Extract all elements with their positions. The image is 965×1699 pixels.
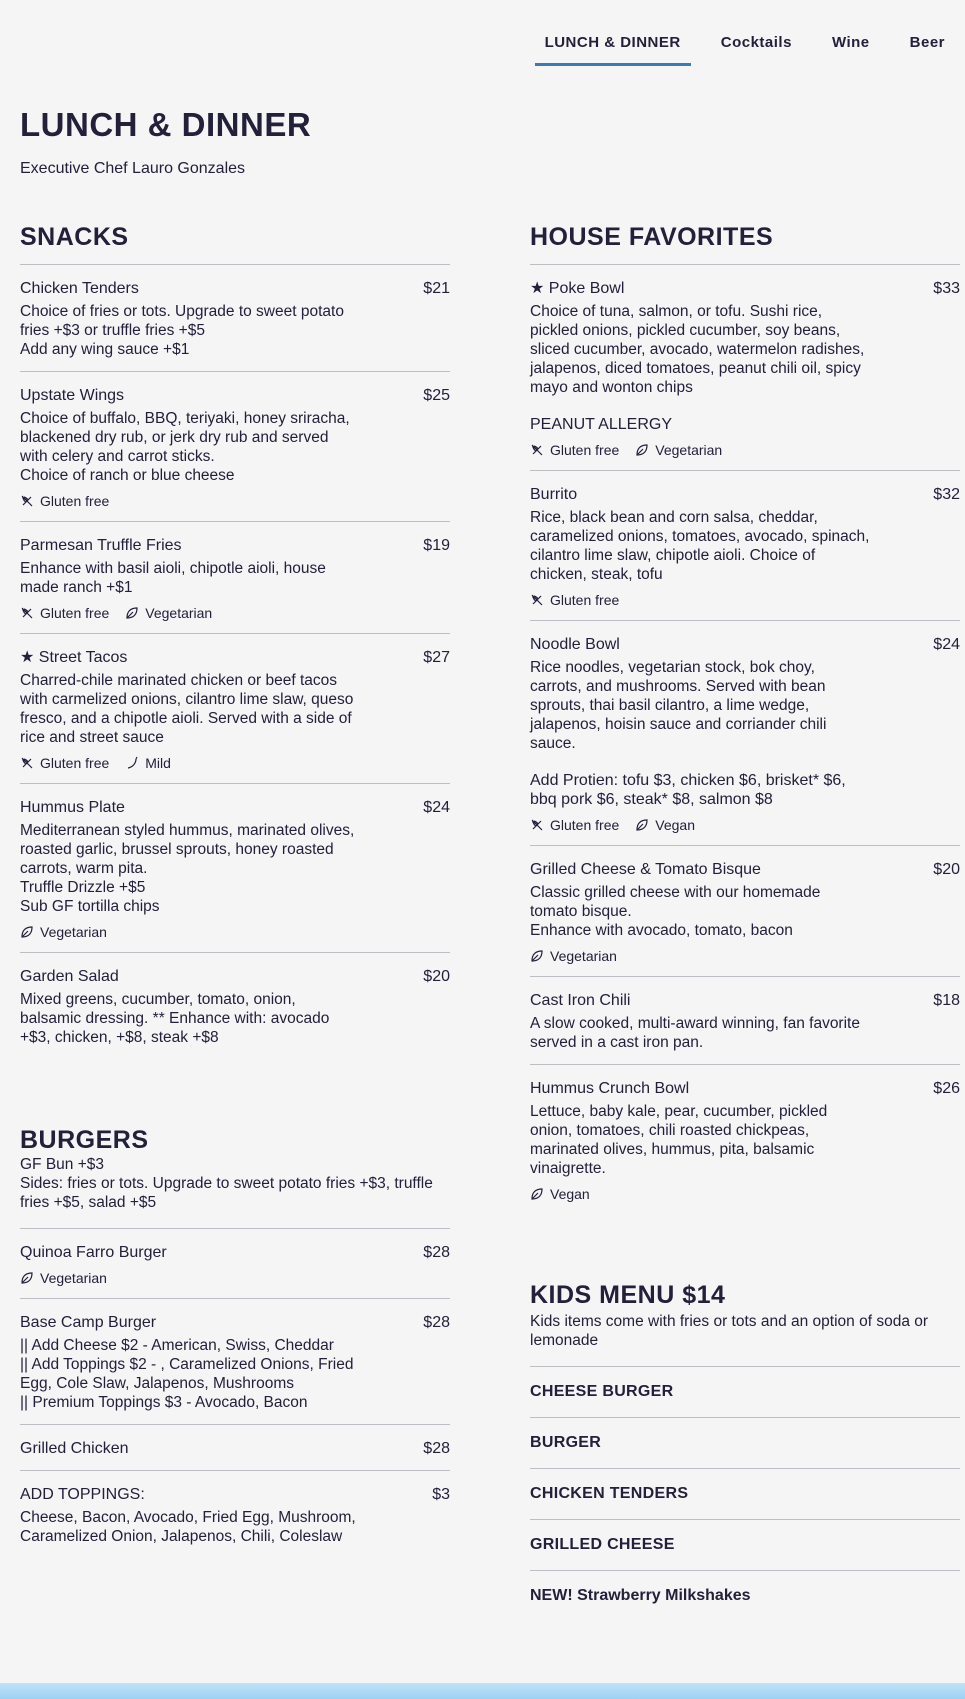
menu-item-name: Hummus Crunch Bowl (530, 1080, 690, 1097)
tab-wine[interactable]: Wine (831, 34, 870, 51)
gluten-free-icon (530, 593, 544, 607)
menu-item-price: $28 (423, 1314, 450, 1331)
kids-menu-item: CHEESE BURGER (530, 1366, 960, 1417)
menu-item (20, 1298, 450, 1424)
menu-item-header (530, 1079, 960, 1098)
menu-item-description: Choice of tuna, salmon, or tofu. Sushi rice, pickled onions, pickled cucumber, soy beans, sliced cucumber, avocado, watermelon radishes, jalapenos, diced tomatoes, peanut chili oil, spicy mayo and wonton chips (530, 303, 865, 396)
menu-item (20, 952, 450, 1059)
menu-item (530, 620, 960, 845)
menu-item-header (20, 386, 450, 405)
dietary-tag (530, 817, 619, 833)
dietary-tag (125, 605, 212, 621)
gluten-free-icon (530, 443, 544, 457)
gluten-free-icon (530, 818, 544, 832)
gluten-free-icon (20, 606, 34, 620)
menu-item (530, 264, 960, 470)
menu-item (20, 783, 450, 952)
menu-item (20, 371, 450, 521)
menu-item-header (20, 967, 450, 986)
menu-item-name: ★ Poke Bowl (530, 280, 625, 297)
tab-cocktails[interactable]: Cocktails (720, 34, 792, 51)
dietary-tag-label: Gluten free (40, 755, 110, 771)
menu-item-price: $18 (933, 992, 960, 1009)
menu-item-description: Enhance with basil aioli, chipotle aioli, house made ranch +$1 (20, 560, 326, 596)
dietary-tags (530, 817, 960, 833)
menu-item-header (530, 485, 960, 504)
chef-credit: Executive Chef Lauro Gonzales (20, 160, 246, 177)
kids-menu-item: GRILLED CHEESE (530, 1519, 960, 1570)
menu-item (20, 1424, 450, 1470)
dietary-tag (20, 605, 109, 621)
dietary-tag (635, 442, 722, 458)
dietary-tag-label: Gluten free (550, 592, 620, 608)
kids-menu-item: NEW! Strawberry Milkshakes (530, 1570, 960, 1621)
menu-item (20, 1228, 450, 1298)
menu-item-name: Burrito (530, 486, 578, 503)
menu-item-price: $20 (933, 861, 960, 878)
section-title-house-favorites: HOUSE FAVORITES (530, 223, 774, 251)
dietary-tags (530, 1186, 960, 1202)
menu-item (530, 976, 960, 1064)
dietary-tag-label: Vegetarian (550, 948, 617, 964)
dietary-tag-label: Gluten free (550, 442, 620, 458)
menu-tabs (525, 22, 965, 66)
menu-item-price: $28 (423, 1244, 450, 1261)
menu-item-description: Classic grilled cheese with our homemade tomato bisque. Enhance with avocado, tomato, bacon (530, 884, 821, 939)
dietary-tag (20, 755, 109, 771)
burgers-description: GF Bun +$3 Sides: fries or tots. Upgrade to sweet potato fries +$3, truffle fries +$5, salad +$5 (20, 1156, 433, 1211)
dietary-tag (125, 755, 171, 771)
menu-item-name: Garden Salad (20, 968, 119, 985)
dietary-tag-label: Vegan (655, 817, 695, 833)
menu-item-header (20, 798, 450, 817)
dietary-tag (530, 1186, 590, 1202)
leaf-icon (20, 925, 34, 939)
leaf-icon (125, 606, 139, 620)
chili-pepper-icon (125, 756, 139, 770)
leaf-icon (530, 1187, 544, 1201)
house-favorites-list (530, 264, 960, 1214)
menu-item-price: $25 (423, 387, 450, 404)
dietary-tags (530, 442, 960, 458)
left-column (20, 222, 450, 1558)
menu-item (530, 1064, 960, 1214)
menu-item-description: || Add Cheese $2 - American, Swiss, Cheddar || Add Toppings $2 - , Caramelized Onions, Fried Egg, Cole Slaw, Jalapenos, Mushrooms || Premium Toppings $3 - Avocado, Bacon (20, 1337, 354, 1411)
page-bottom-band (0, 1683, 965, 1699)
dietary-tag (530, 948, 617, 964)
leaf-icon (635, 443, 649, 457)
menu-item-price: $3 (432, 1486, 450, 1503)
menu-item-header (20, 648, 450, 667)
section-title-snacks: SNACKS (20, 223, 129, 251)
menu-item-description: Cheese, Bacon, Avocado, Fried Egg, Mushroom, Caramelized Onion, Jalapenos, Chili, Coleslaw (20, 1509, 356, 1545)
dietary-tags (530, 948, 960, 964)
menu-item-header (20, 279, 450, 298)
menu-item-name: Grilled Cheese & Tomato Bisque (530, 861, 761, 878)
menu-item-note: Add Protien: tofu $3, chicken $6, brisket* $6, bbq pork $6, steak* $8, salmon $8 (530, 772, 846, 808)
dietary-tag (20, 1270, 107, 1286)
kids-menu-description: Kids items come with fries or tots and an option of soda or lemonade (530, 1313, 929, 1349)
menu-item-description: Lettuce, baby kale, pear, cucumber, pickled onion, tomatoes, chili roasted chickpeas, marinated olives, hummus, pita, balsamic vinaigrette. (530, 1103, 828, 1177)
dietary-tags (20, 493, 450, 509)
tab-lunch-dinner[interactable]: LUNCH & DINNER (535, 22, 691, 66)
dietary-tag-label: Vegetarian (40, 924, 107, 940)
menu-item-name: Quinoa Farro Burger (20, 1244, 167, 1261)
menu-item-price: $21 (423, 280, 450, 297)
dietary-tags (530, 592, 960, 608)
menu-item-header (20, 536, 450, 555)
leaf-icon (20, 1271, 34, 1285)
gluten-free-icon (20, 756, 34, 770)
dietary-tags (20, 1270, 450, 1286)
menu-item-header (530, 991, 960, 1010)
dietary-tag-label: Gluten free (550, 817, 620, 833)
menu-item-name: Cast Iron Chili (530, 992, 631, 1009)
dietary-tags (20, 924, 450, 940)
dietary-tag-label: Mild (145, 755, 171, 771)
menu-item-header (530, 279, 960, 298)
menu-item-header (530, 860, 960, 879)
menu-item-name: ADD TOPPINGS: (20, 1486, 145, 1503)
menu-item-price: $32 (933, 486, 960, 503)
gluten-free-icon (20, 494, 34, 508)
dietary-tag (20, 924, 107, 940)
menu-item (20, 264, 450, 371)
dietary-tag (530, 592, 619, 608)
menu-item-name: ★ Street Tacos (20, 649, 128, 666)
menu-item-name: Noodle Bowl (530, 636, 620, 653)
snacks-list (20, 264, 450, 1059)
dietary-tag-label: Vegetarian (655, 442, 723, 458)
menu-item-description: Mediterranean styled hummus, marinated olives, roasted garlic, brussel sprouts, honey roasted carrots, warm pita. Truffle Drizzle +$5 Sub GF tortilla chips (20, 822, 355, 915)
menu-item-price: $28 (423, 1440, 450, 1457)
section-title-kids-menu: KIDS MENU $14 (530, 1281, 726, 1309)
kids-menu-item: BURGER (530, 1417, 960, 1468)
leaf-icon (635, 818, 649, 832)
menu-item-description: Charred-chile marinated chicken or beef tacos with carmelized onions, cilantro lime slaw, queso fresco, and a chipotle aioli. Served with a side of rice and street sauce (20, 672, 354, 746)
menu-item-price: $24 (933, 636, 960, 653)
menu-item-description: Rice noodles, vegetarian stock, bok choy, carrots, and mushrooms. Served with bean sprouts, thai basil cilantro, a lime wedge, jalapenos, hoisin sauce and corriander chili sauce. (530, 659, 827, 752)
menu-item-description: A slow cooked, multi-award winning, fan favorite served in a cast iron pan. (530, 1015, 860, 1051)
menu-item-price: $27 (423, 649, 450, 666)
menu-item-price: $20 (423, 968, 450, 985)
menu-item-description: Choice of fries or tots. Upgrade to sweet potato fries +$3 or truffle fries +$5 Add any wing sauce +$1 (20, 303, 344, 358)
menu-item-note: PEANUT ALLERGY (530, 416, 672, 433)
section-title-burgers: BURGERS (20, 1126, 149, 1154)
menu-item (20, 521, 450, 633)
dietary-tag (20, 493, 109, 509)
menu-item-name: Hummus Plate (20, 799, 125, 816)
dietary-tags (20, 605, 450, 621)
dietary-tag-label: Gluten free (40, 493, 110, 509)
dietary-tag-label: Gluten free (40, 605, 110, 621)
burgers-list (20, 1228, 450, 1558)
menu-item (530, 470, 960, 620)
menu-item-name: Grilled Chicken (20, 1440, 129, 1457)
dietary-tags (20, 755, 450, 771)
menu-item-description: Mixed greens, cucumber, tomato, onion, balsamic dressing. ** Enhance with: avocado +$3, chicken, +$8, steak +$8 (20, 991, 330, 1046)
leaf-icon (530, 949, 544, 963)
dietary-tag-label: Vegan (550, 1186, 590, 1202)
tab-beer[interactable]: Beer (909, 34, 945, 51)
page-title: LUNCH & DINNER (20, 106, 312, 143)
right-column (530, 222, 960, 1621)
menu-item (20, 1470, 450, 1558)
menu-item-name: Parmesan Truffle Fries (20, 537, 182, 554)
dietary-tag (530, 442, 619, 458)
dietary-tag-label: Vegetarian (145, 605, 213, 621)
menu-item-header (20, 1439, 450, 1458)
menu-item-header (20, 1313, 450, 1332)
menu-item-price: $26 (933, 1080, 960, 1097)
menu-item-header (20, 1485, 450, 1504)
menu-item-description: Choice of buffalo, BBQ, teriyaki, honey sriracha, blackened dry rub, or jerk dry rub and served with celery and carrot sticks. Choice of ranch or blue cheese (20, 410, 350, 484)
menu-item-header (530, 635, 960, 654)
menu-item-name: Upstate Wings (20, 387, 125, 404)
kids-menu-item: CHICKEN TENDERS (530, 1468, 960, 1519)
dietary-tag (635, 817, 695, 833)
dietary-tag-label: Vegetarian (40, 1270, 107, 1286)
kids-menu-list (530, 1366, 960, 1621)
menu-item-price: $24 (423, 799, 450, 816)
menu-item-price: $19 (423, 537, 450, 554)
menu-item-name: Chicken Tenders (20, 280, 139, 297)
menu-item (20, 633, 450, 783)
menu-item-name: Base Camp Burger (20, 1314, 157, 1331)
menu-item-header (20, 1243, 450, 1262)
menu-item-description: Rice, black bean and corn salsa, cheddar, caramelized onions, tomatoes, avocado, spinach, cilantro lime slaw, chipotle aioli. Choice of chicken, steak, tofu (530, 509, 870, 583)
menu-item-price: $33 (933, 280, 960, 297)
menu-item (530, 845, 960, 976)
